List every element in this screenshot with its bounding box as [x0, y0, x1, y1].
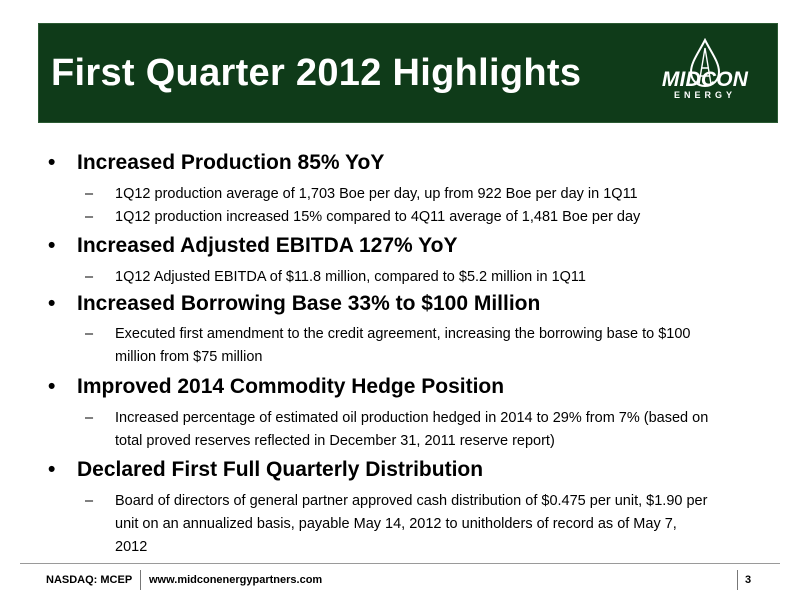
- page-number: 3: [745, 574, 752, 586]
- sub-text: 1Q12 production increased 15% compared to 4Q11 average of 1,481 Boe per day: [115, 209, 641, 225]
- bullet-heading: Improved 2014 Commodity Hedge Position: [77, 375, 505, 398]
- bullet-marker: •: [48, 151, 56, 174]
- sub-marker: –: [85, 209, 94, 225]
- logo-subtext: ENERGY: [673, 90, 736, 100]
- sub-marker: –: [85, 326, 94, 342]
- bullet-heading: Declared First Full Quarterly Distribution: [77, 458, 484, 481]
- sub-text-line: total proved reserves reflected in December 31, 2011 reserve report): [115, 433, 555, 449]
- footer-separator: [140, 570, 141, 590]
- sub-marker: –: [85, 269, 94, 285]
- logo-wordmark: MIDCON: [661, 68, 749, 91]
- sub-marker: –: [85, 186, 94, 202]
- sub-text-line: million from $75 million: [115, 349, 263, 365]
- slide-title: First Quarter 2012 Highlights: [51, 52, 582, 94]
- sub-marker: –: [85, 493, 94, 509]
- footer-separator: [737, 570, 738, 590]
- sub-text: 1Q12 production average of 1,703 Boe per day, up from 922 Boe per day in 1Q11: [115, 186, 638, 202]
- footer-ticker: NASDAQ: MCEP: [46, 574, 133, 586]
- bullet-heading: Increased Adjusted EBITDA 127% YoY: [77, 234, 458, 257]
- sub-text: 1Q12 Adjusted EBITDA of $11.8 million, compared to $5.2 million in 1Q11: [115, 269, 586, 285]
- sub-text-line: 2012: [115, 539, 148, 555]
- bullet-heading: Increased Borrowing Base 33% to $100 Million: [77, 292, 541, 315]
- bullet-marker: •: [48, 458, 56, 481]
- bullet-heading: Increased Production 85% YoY: [77, 151, 385, 174]
- footer-divider: [20, 563, 780, 564]
- bullet-marker: •: [48, 292, 56, 315]
- bullet-marker: •: [48, 234, 56, 257]
- sub-text-line: Board of directors of general partner approved cash distribution of $0.475 per unit, $1.90 per: [115, 493, 708, 509]
- sub-text-line: Increased percentage of estimated oil production hedged in 2014 to 29% from 7% (based on: [115, 410, 709, 426]
- footer-website-link[interactable]: www.midconenergypartners.com: [149, 574, 323, 586]
- sub-text-line: Executed first amendment to the credit agreement, increasing the borrowing base to $100: [115, 326, 691, 342]
- bullet-marker: •: [48, 375, 56, 398]
- sub-marker: –: [85, 410, 94, 426]
- sub-text-line: unit on an annualized basis, payable May 14, 2012 to unitholders of record as of May 7,: [115, 516, 677, 532]
